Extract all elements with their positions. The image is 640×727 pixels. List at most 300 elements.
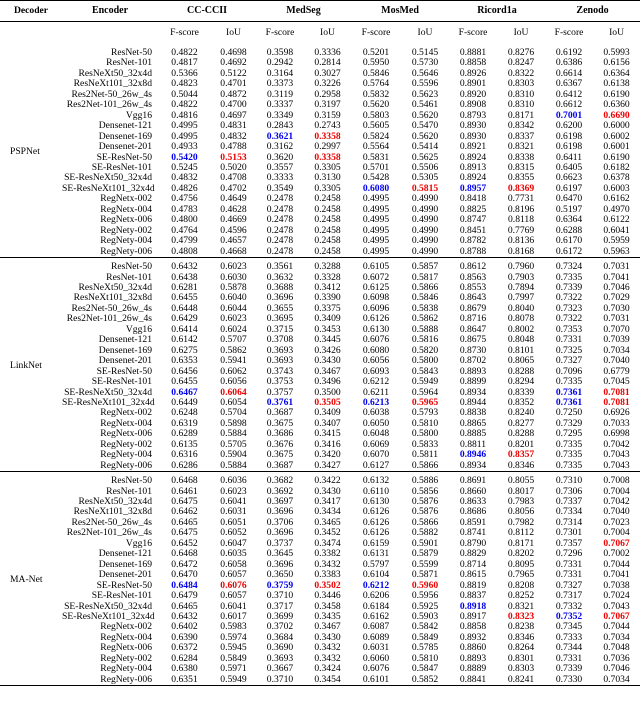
encoder-cell: ResNeXt101_32x8d xyxy=(73,79,152,90)
value-cell: 0.3667 xyxy=(266,664,294,675)
value-cell: 0.7306 xyxy=(555,486,583,497)
encoder-cell: Densenet-121 xyxy=(98,121,152,132)
value-cell: 0.6690 xyxy=(603,110,630,121)
value-cell: 0.7296 xyxy=(555,549,583,560)
value-cell: 0.6098 xyxy=(362,293,390,304)
value-cell: 0.8323 xyxy=(507,612,535,623)
value-cell: 0.4832 xyxy=(171,173,198,184)
value-cell: 0.8716 xyxy=(459,314,487,325)
value-cell: 0.5971 xyxy=(220,664,247,675)
value-cell: 0.6096 xyxy=(362,303,390,314)
value-cell: 0.7004 xyxy=(603,528,630,539)
value-cell: 0.6126 xyxy=(362,314,390,325)
value-cell: 0.3430 xyxy=(314,356,341,367)
value-cell: 0.6192 xyxy=(555,48,583,58)
value-cell: 0.3621 xyxy=(266,131,294,142)
value-cell: 0.5414 xyxy=(411,142,439,153)
value-cell: 0.5983 xyxy=(220,622,247,633)
table-row xyxy=(0,388,640,398)
metric-header: F-score xyxy=(458,26,488,38)
table-row xyxy=(0,560,640,570)
value-cell: 0.6030 xyxy=(220,272,247,283)
value-cell: 0.6031 xyxy=(220,507,247,518)
value-cell: 0.3557 xyxy=(266,162,294,173)
value-cell: 0.8451 xyxy=(459,225,487,236)
encoder-cell: RegNety-006 xyxy=(100,246,152,257)
value-cell: 0.6050 xyxy=(362,418,390,429)
value-cell: 0.8553 xyxy=(459,282,487,293)
value-cell: 0.5817 xyxy=(411,272,439,283)
value-cell: 0.6455 xyxy=(171,377,198,388)
value-cell: 0.7034 xyxy=(603,345,630,356)
value-cell: 0.6198 xyxy=(555,131,583,142)
value-cell: 0.8643 xyxy=(459,293,487,304)
value-cell: 0.7030 xyxy=(603,303,630,314)
encoder-cell: SE-ResNet-50 xyxy=(96,366,152,377)
value-cell: 0.2458 xyxy=(314,225,341,236)
encoder-cell: RegNety-006 xyxy=(100,460,152,471)
value-cell: 0.7324 xyxy=(555,262,583,273)
value-cell: 0.5849 xyxy=(411,632,439,643)
value-cell: 0.3430 xyxy=(314,486,341,497)
value-cell: 0.6162 xyxy=(603,194,630,205)
value-cell: 0.4995 xyxy=(362,194,390,205)
value-cell: 0.3561 xyxy=(266,262,294,273)
value-cell: 0.5596 xyxy=(411,79,439,90)
value-cell: 0.6036 xyxy=(220,476,247,487)
value-cell: 0.2478 xyxy=(266,225,294,236)
encoder-cell: SE-ResNeXt101_32x4d xyxy=(62,183,155,194)
value-cell: 0.8702 xyxy=(459,356,487,367)
table-row xyxy=(0,153,640,163)
value-cell: 0.6056 xyxy=(220,377,247,388)
encoder-cell: Densenet-121 xyxy=(98,549,152,560)
value-cell: 0.3692 xyxy=(266,486,294,497)
value-cell: 0.3710 xyxy=(266,674,294,685)
value-cell: 0.5470 xyxy=(411,121,439,132)
value-cell: 0.6206 xyxy=(362,591,390,602)
value-cell: 0.8829 xyxy=(459,549,487,560)
value-cell: 0.3426 xyxy=(314,345,341,356)
table-row xyxy=(0,367,640,377)
value-cell: 0.4800 xyxy=(171,215,198,226)
value-cell: 0.3757 xyxy=(266,387,294,398)
value-cell: 0.6380 xyxy=(171,664,198,675)
encoder-cell: SE-ResNet-50 xyxy=(96,152,152,163)
table-row xyxy=(0,518,640,528)
value-cell: 0.6484 xyxy=(171,580,198,591)
value-cell: 0.5785 xyxy=(411,643,439,654)
value-cell: 0.6003 xyxy=(603,183,630,194)
table-row xyxy=(0,163,640,173)
value-cell: 0.3645 xyxy=(266,549,294,560)
value-cell: 0.6281 xyxy=(171,282,198,293)
table-row xyxy=(0,262,640,272)
value-cell: 0.6062 xyxy=(220,366,247,377)
value-cell: 0.8241 xyxy=(507,674,535,685)
value-cell: 0.8301 xyxy=(507,653,535,664)
value-cell: 0.8171 xyxy=(507,538,535,549)
value-cell: 0.3753 xyxy=(266,377,294,388)
value-cell: 0.3695 xyxy=(266,314,294,325)
value-cell: 0.6057 xyxy=(220,570,247,581)
table-row xyxy=(0,591,640,601)
table-row xyxy=(0,497,640,507)
value-cell: 0.3717 xyxy=(266,601,294,612)
value-cell: 0.3688 xyxy=(266,282,294,293)
value-cell: 0.7041 xyxy=(603,272,630,283)
value-cell: 0.3706 xyxy=(266,517,294,528)
value-cell: 0.3675 xyxy=(266,418,294,429)
value-cell: 0.6023 xyxy=(220,262,247,273)
value-cell: 0.6093 xyxy=(362,366,390,377)
encoder-cell: Res2Net-50_26w_4s xyxy=(71,89,152,100)
value-cell: 0.7067 xyxy=(603,538,630,549)
value-cell: 0.7044 xyxy=(603,622,630,633)
value-cell: 0.8418 xyxy=(459,194,487,205)
value-cell: 0.6076 xyxy=(220,580,247,591)
value-cell: 0.4990 xyxy=(411,194,439,205)
encoder-cell: ResNeXt101_32x8d xyxy=(73,507,152,518)
value-cell: 0.3650 xyxy=(266,570,294,581)
value-cell: 0.8277 xyxy=(507,418,535,429)
encoder-cell: Vgg16 xyxy=(125,324,152,335)
value-cell: 0.4799 xyxy=(171,236,198,247)
value-cell: 0.5305 xyxy=(411,173,439,184)
value-cell: 0.7361 xyxy=(555,387,583,398)
table-row xyxy=(0,111,640,121)
value-cell: 0.3337 xyxy=(266,100,294,111)
value-cell: 0.3696 xyxy=(266,528,294,539)
value-cell: 0.6044 xyxy=(220,303,247,314)
value-cell: 0.8238 xyxy=(507,622,535,633)
value-cell: 0.6351 xyxy=(171,674,198,685)
value-cell: 0.8346 xyxy=(507,460,535,471)
encoder-cell: ResNeXt50_32x4d xyxy=(78,282,152,293)
value-cell: 0.3358 xyxy=(314,131,341,142)
encoder-cell: RegNetx-006 xyxy=(100,429,152,440)
value-cell: 0.4990 xyxy=(411,215,439,226)
value-cell: 0.7331 xyxy=(555,570,583,581)
value-cell: 0.7046 xyxy=(603,664,630,675)
table-row xyxy=(0,314,640,324)
value-cell: 0.5122 xyxy=(220,68,247,79)
dataset-header: Ricord1a xyxy=(477,4,517,16)
encoder-cell: RegNety-004 xyxy=(100,236,152,247)
value-cell: 0.4995 xyxy=(362,204,390,215)
value-cell: 0.5871 xyxy=(411,570,439,581)
value-cell: 0.8930 xyxy=(459,131,487,142)
encoder-cell: ResNet-101 xyxy=(106,486,152,497)
value-cell: 0.8885 xyxy=(459,429,487,440)
value-cell: 0.6182 xyxy=(603,162,630,173)
value-cell: 0.6275 xyxy=(171,345,198,356)
table-row xyxy=(0,633,640,643)
value-cell: 0.5564 xyxy=(362,142,390,153)
encoder-cell: RegNetx-002 xyxy=(100,408,152,419)
value-cell: 0.3502 xyxy=(314,580,341,591)
value-cell: 0.6041 xyxy=(220,497,247,508)
value-cell: 0.5838 xyxy=(411,303,439,314)
value-cell: 0.4596 xyxy=(220,225,247,236)
value-cell: 0.2478 xyxy=(266,204,294,215)
encoder-cell: ResNeXt50_32x4d xyxy=(78,497,152,508)
encoder-header: Encoder xyxy=(91,4,129,16)
value-cell: 0.3458 xyxy=(314,601,341,612)
value-cell: 0.8930 xyxy=(459,121,487,132)
value-cell: 0.3027 xyxy=(314,68,341,79)
value-cell: 0.8338 xyxy=(507,152,535,163)
value-cell: 0.6412 xyxy=(555,89,583,100)
encoder-cell: Densenet-201 xyxy=(98,570,152,581)
value-cell: 0.8240 xyxy=(507,408,535,419)
value-cell: 0.8908 xyxy=(459,100,487,111)
value-cell: 0.6069 xyxy=(362,439,390,450)
value-cell: 0.7335 xyxy=(555,377,583,388)
table-row xyxy=(0,507,640,517)
value-cell: 0.5949 xyxy=(411,377,439,388)
value-cell: 0.5950 xyxy=(362,58,390,69)
value-cell: 0.6468 xyxy=(171,476,198,487)
value-cell: 0.6319 xyxy=(171,418,198,429)
table-row xyxy=(0,664,640,674)
value-cell: 0.5197 xyxy=(555,204,583,215)
value-cell: 0.7322 xyxy=(555,314,583,325)
value-cell: 0.5810 xyxy=(411,418,439,429)
value-cell: 0.7361 xyxy=(555,397,583,408)
value-cell: 0.8055 xyxy=(507,476,535,487)
value-cell: 0.6364 xyxy=(555,215,583,226)
value-cell: 0.3412 xyxy=(314,282,341,293)
value-cell: 0.3333 xyxy=(266,173,294,184)
value-cell: 0.7332 xyxy=(555,601,583,612)
value-cell: 0.3452 xyxy=(314,528,341,539)
value-cell: 0.6998 xyxy=(603,429,630,440)
value-cell: 0.3383 xyxy=(314,570,341,581)
table-row xyxy=(0,121,640,131)
value-cell: 0.6386 xyxy=(555,58,583,69)
value-cell: 0.5842 xyxy=(411,622,439,633)
value-cell: 0.6284 xyxy=(171,653,198,664)
value-cell: 0.6779 xyxy=(603,366,630,377)
value-cell: 0.3226 xyxy=(314,79,341,90)
value-cell: 0.4831 xyxy=(220,121,247,132)
value-cell: 0.6452 xyxy=(171,538,198,549)
value-cell: 0.7335 xyxy=(555,272,583,283)
value-cell: 0.3708 xyxy=(266,335,294,346)
value-cell: 0.6126 xyxy=(362,507,390,518)
value-cell: 0.6125 xyxy=(362,282,390,293)
header-row-datasets xyxy=(0,1,640,22)
value-cell: 0.6286 xyxy=(171,460,198,471)
table-row xyxy=(0,335,640,345)
value-cell: 0.3453 xyxy=(314,324,341,335)
value-cell: 0.8303 xyxy=(507,664,535,675)
value-cell: 0.3500 xyxy=(314,387,341,398)
value-cell: 0.6162 xyxy=(362,612,390,623)
value-cell: 0.3687 xyxy=(266,460,294,471)
value-cell: 0.5605 xyxy=(362,121,390,132)
value-cell: 0.6054 xyxy=(220,397,247,408)
table-row xyxy=(0,236,640,246)
value-cell: 0.3690 xyxy=(266,643,294,654)
value-cell: 0.7040 xyxy=(603,356,630,367)
value-cell: 0.6390 xyxy=(171,632,198,643)
value-cell: 0.6472 xyxy=(171,559,198,570)
value-cell: 0.5793 xyxy=(411,408,439,419)
encoder-cell: RegNetx-006 xyxy=(100,215,152,226)
value-cell: 0.6367 xyxy=(555,79,583,90)
value-cell: 0.8056 xyxy=(507,507,535,518)
encoder-cell: Vgg16 xyxy=(125,538,152,549)
value-cell: 0.4808 xyxy=(171,246,198,257)
value-cell: 0.6475 xyxy=(171,528,198,539)
value-cell: 0.5764 xyxy=(362,79,390,90)
value-cell: 0.7044 xyxy=(603,559,630,570)
value-cell: 0.7042 xyxy=(603,497,630,508)
value-cell: 0.8276 xyxy=(507,48,535,58)
value-cell: 0.7330 xyxy=(555,674,583,685)
value-cell: 0.6057 xyxy=(220,591,247,602)
table-row xyxy=(0,346,640,356)
value-cell: 0.7096 xyxy=(555,366,583,377)
value-cell: 0.4990 xyxy=(411,236,439,247)
value-cell: 0.3159 xyxy=(314,110,341,121)
value-cell: 0.6064 xyxy=(220,387,247,398)
value-cell: 0.7335 xyxy=(555,450,583,461)
value-cell: 0.3549 xyxy=(266,183,294,194)
value-cell: 0.5965 xyxy=(411,397,439,408)
value-cell: 0.8918 xyxy=(459,601,487,612)
value-cell: 0.7997 xyxy=(507,293,535,304)
value-cell: 0.6462 xyxy=(171,507,198,518)
value-cell: 0.6449 xyxy=(171,397,198,408)
value-cell: 0.7031 xyxy=(603,262,630,273)
value-cell: 0.7045 xyxy=(603,377,630,388)
value-cell: 0.8944 xyxy=(459,397,487,408)
value-cell: 0.6448 xyxy=(171,303,198,314)
value-cell: 0.5620 xyxy=(362,100,390,111)
value-cell: 0.6001 xyxy=(603,142,630,153)
value-cell: 0.5366 xyxy=(171,68,198,79)
encoder-cell: Densenet-201 xyxy=(98,142,152,153)
value-cell: 0.5866 xyxy=(411,517,439,528)
value-cell: 0.7322 xyxy=(555,293,583,304)
value-cell: 0.6248 xyxy=(171,408,198,419)
value-cell: 0.5945 xyxy=(220,643,247,654)
table-row xyxy=(0,325,640,335)
value-cell: 0.6070 xyxy=(362,450,390,461)
value-cell: 0.8946 xyxy=(459,450,487,461)
value-cell: 0.3467 xyxy=(314,366,341,377)
value-cell: 0.4697 xyxy=(220,110,247,121)
metric-header: IoU xyxy=(513,26,529,38)
value-cell: 0.4657 xyxy=(220,236,247,247)
value-cell: 0.5420 xyxy=(171,152,198,163)
value-cell: 0.5705 xyxy=(220,439,247,450)
value-cell: 0.7301 xyxy=(555,528,583,539)
table-row xyxy=(0,173,640,183)
encoder-cell: SE-ResNet-50 xyxy=(96,580,152,591)
value-cell: 0.5620 xyxy=(411,110,439,121)
value-cell: 0.5964 xyxy=(411,387,439,398)
value-cell: 0.7903 xyxy=(507,272,535,283)
value-cell: 0.6076 xyxy=(362,335,390,346)
value-cell: 0.8310 xyxy=(507,89,535,100)
encoder-cell: RegNety-002 xyxy=(100,653,152,664)
value-cell: 0.4826 xyxy=(171,183,198,194)
encoder-cell: RegNetx-004 xyxy=(100,204,152,215)
value-cell: 0.8934 xyxy=(459,387,487,398)
value-cell: 0.7043 xyxy=(603,460,630,471)
value-cell: 0.3417 xyxy=(314,497,341,508)
value-cell: 0.3130 xyxy=(314,173,341,184)
table-row xyxy=(0,132,640,142)
value-cell: 0.7036 xyxy=(603,653,630,664)
value-cell: 0.3119 xyxy=(266,89,294,100)
value-cell: 0.3693 xyxy=(266,356,294,367)
value-cell: 0.5884 xyxy=(220,429,247,440)
value-cell: 0.2478 xyxy=(266,236,294,247)
value-cell: 0.8202 xyxy=(507,549,535,560)
value-cell: 0.5811 xyxy=(412,450,439,461)
value-cell: 0.5849 xyxy=(220,653,247,664)
value-cell: 0.6076 xyxy=(362,664,390,675)
metric-header: IoU xyxy=(226,26,241,38)
value-cell: 0.8002 xyxy=(507,324,535,335)
value-cell: 0.8825 xyxy=(459,204,487,215)
value-cell: 0.3696 xyxy=(266,559,294,570)
value-cell: 0.5963 xyxy=(603,246,630,257)
value-cell: 0.5993 xyxy=(603,48,630,58)
value-cell: 0.3424 xyxy=(314,664,341,675)
value-cell: 0.8339 xyxy=(507,387,535,398)
value-cell: 0.6072 xyxy=(362,272,390,283)
value-cell: 0.7894 xyxy=(507,282,535,293)
value-cell: 0.3390 xyxy=(314,293,341,304)
value-cell: 0.5852 xyxy=(411,674,439,685)
value-cell: 0.5506 xyxy=(411,162,439,173)
value-cell: 0.3761 xyxy=(266,397,294,408)
value-cell: 0.6058 xyxy=(220,559,247,570)
table-row xyxy=(0,377,640,387)
encoder-cell: SE-ResNet-101 xyxy=(91,377,152,388)
value-cell: 0.3197 xyxy=(314,100,341,111)
table-row xyxy=(0,528,640,538)
value-cell: 0.3434 xyxy=(314,507,341,518)
table-row xyxy=(0,205,640,215)
value-cell: 0.6432 xyxy=(171,612,198,623)
value-cell: 0.5797 xyxy=(362,559,390,570)
value-cell: 0.3162 xyxy=(266,142,294,153)
value-cell: 0.4933 xyxy=(171,142,198,153)
encoder-cell: Vgg16 xyxy=(125,110,152,121)
value-cell: 0.4816 xyxy=(171,110,198,121)
table-row xyxy=(0,58,640,68)
value-cell: 0.6372 xyxy=(171,643,198,654)
value-cell: 0.7333 xyxy=(555,632,583,643)
value-cell: 0.3710 xyxy=(266,591,294,602)
encoder-cell: ResNet-101 xyxy=(106,272,152,283)
value-cell: 0.7067 xyxy=(603,612,630,623)
value-cell: 0.2478 xyxy=(266,194,294,205)
encoder-cell: SE-ResNet-101 xyxy=(91,591,152,602)
dataset-header: Zenodo xyxy=(576,4,609,16)
value-cell: 0.8889 xyxy=(459,664,487,675)
value-cell: 0.7081 xyxy=(603,387,630,398)
value-cell: 0.4628 xyxy=(220,204,247,215)
value-cell: 0.6438 xyxy=(171,272,198,283)
